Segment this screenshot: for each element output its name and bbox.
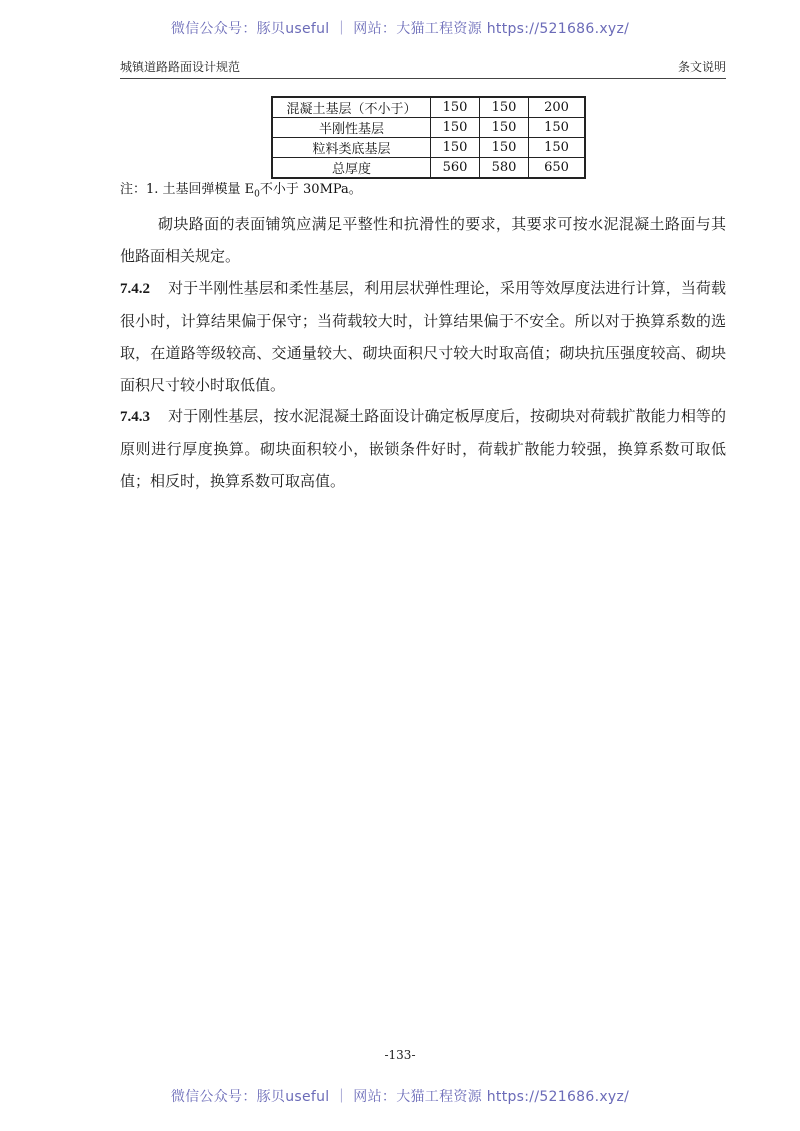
- clause-number: 7.4.3: [120, 409, 150, 425]
- table-cell: 560: [431, 158, 480, 179]
- running-header: [120, 58, 726, 79]
- table-cell: 150: [480, 97, 529, 118]
- table-row: [272, 138, 585, 158]
- note-subscript: 0: [254, 189, 260, 200]
- clause-number: 7.4.2: [120, 281, 150, 297]
- table-cell: 150: [529, 138, 586, 158]
- table-cell: 150: [431, 138, 480, 158]
- section-label: 条文说明: [677, 60, 726, 74]
- paragraph-text: 砌块路面的表面铺筑应满足平整性和抗滑性的要求，其要求可按水泥混凝土路面与其他路面相关规定。: [120, 215, 726, 265]
- table-cell: 150: [431, 118, 480, 138]
- row-label: 混凝土基层（不小于）: [272, 97, 431, 118]
- paragraph: [120, 208, 726, 272]
- clause-7-4-3: [120, 400, 726, 497]
- table-note: [120, 178, 362, 200]
- table-cell: 150: [480, 118, 529, 138]
- table-row: [272, 97, 585, 118]
- table-cell: 150: [480, 138, 529, 158]
- watermark-top: 微信公众号：豚贝useful ｜ 网站：大猫工程资源 https://521686.xyz/: [170, 21, 630, 37]
- table-cell: 150: [431, 97, 480, 118]
- note-suffix: 不小于 30MPa。: [259, 182, 362, 197]
- document-title: 城镇道路路面设计规范: [120, 60, 241, 74]
- table-row: [272, 158, 585, 179]
- table-cell: 200: [529, 97, 586, 118]
- clause-7-4-2: [120, 272, 726, 401]
- thickness-table: [271, 96, 586, 179]
- page-number: -133-: [384, 1048, 416, 1062]
- table-cell: 580: [480, 158, 529, 179]
- table-cell: 150: [529, 118, 586, 138]
- note-prefix: 注：1. 土基回弹模量 E: [120, 182, 255, 197]
- row-label: 总厚度: [272, 158, 431, 179]
- watermark-bottom: 微信公众号：豚贝useful ｜ 网站：大猫工程资源 https://521686.xyz/: [170, 1089, 630, 1105]
- row-label: 半刚性基层: [272, 118, 431, 138]
- clause-text: 对于刚性基层，按水泥混凝土路面设计确定板厚度后，按砌块对荷载扩散能力相等的原则进行厚度换算。砌块面积较小，嵌锁条件好时，荷载扩散能力较强，换算系数可取低值；相反时，换算系数可取高值。: [120, 407, 726, 490]
- row-label: 粒料类底基层: [272, 138, 431, 158]
- table-cell: 650: [529, 158, 586, 179]
- clause-text: 对于半刚性基层和柔性基层，利用层状弹性理论，采用等效厚度法进行计算，当荷载很小时，计算结果偏于保守；当荷载较大时，计算结果偏于不安全。所以对于换算系数的选取，在道路等级较高、交通量较大、砌块面积尺寸较大时取高值；砌块抗压强度较高、砌块面积尺寸较小时取低值。: [120, 279, 726, 394]
- table-row: [272, 118, 585, 138]
